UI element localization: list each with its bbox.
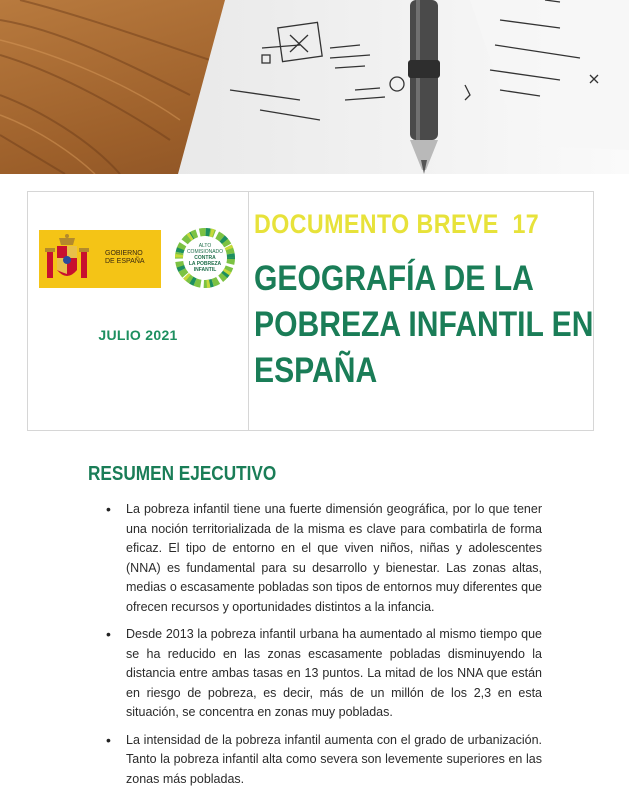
section-title-resumen: RESUMEN EJECUTIVO [88, 463, 277, 485]
gov-text-line2: DE ESPAÑA [105, 258, 145, 265]
coat-of-arms-icon [39, 230, 95, 288]
summary-bullet-3: • La intensidad de la pobreza infantil aumenta con el grado de urbanización. Tanto la pobreza infantil alta como severa son levemente superiores en las zonas más pobladas. [108, 731, 542, 790]
gov-text-line1: GOBIERNO [105, 250, 143, 257]
summary-list [108, 500, 542, 797]
commit-text [173, 243, 237, 273]
document-label: DOCUMENTO BREVE 17 [254, 209, 540, 239]
commit-line-5: INFANTIL [193, 267, 217, 273]
publication-date: JULIO 2021 [98, 327, 178, 343]
summary-bullet-1: • La pobreza infantil tiene una fuerte dimensión geográfica, por lo que tener una noción territorializada de la misma es clave para combatirla de forma eficaz. El tipo de entorno en el que viven niños, niñas y adolescentes (NNA) es fundamental para su desarrollo y bienestar. Las zonas altas, medias o escasamente pobladas son tipos de entornos muy diferentes que ofrecen recursos y oportunidades distintos a la infancia. [108, 500, 542, 617]
header-left-panel [28, 192, 249, 430]
alto-comisionado-logo [173, 226, 237, 290]
header-right-panel [254, 192, 593, 430]
gobierno-de-espana-logo [39, 230, 161, 288]
title-line-1: GEOGRAFÍA DE LA [254, 259, 534, 298]
title-line-3: ESPAÑA [254, 351, 378, 390]
hero-illustration [0, 0, 629, 174]
commit-line-2: COMISIONADO [186, 249, 224, 255]
commit-line-1: ALTO [198, 243, 212, 249]
commit-line-4: LA POBREZA [188, 261, 222, 267]
gobierno-text [105, 250, 157, 266]
summary-bullet-2: • Desde 2013 la pobreza infantil urbana ha aumentado al mismo tiempo que se ha reducido en las zonas escasamente pobladas disminuyendo la distancia entre ambas tasas en 13 puntos. La mitad de los NNA que están en riesgo de pobreza, es decir, más de un millón de los 2,3 en esta situación, se concentra en zonas muy pobladas. [108, 625, 542, 723]
document-title [254, 256, 598, 394]
document-header [27, 191, 594, 431]
hero-photo [0, 0, 629, 174]
title-line-2: POBREZA INFANTIL EN [254, 305, 594, 344]
commit-line-3: CONTRA [194, 255, 216, 261]
